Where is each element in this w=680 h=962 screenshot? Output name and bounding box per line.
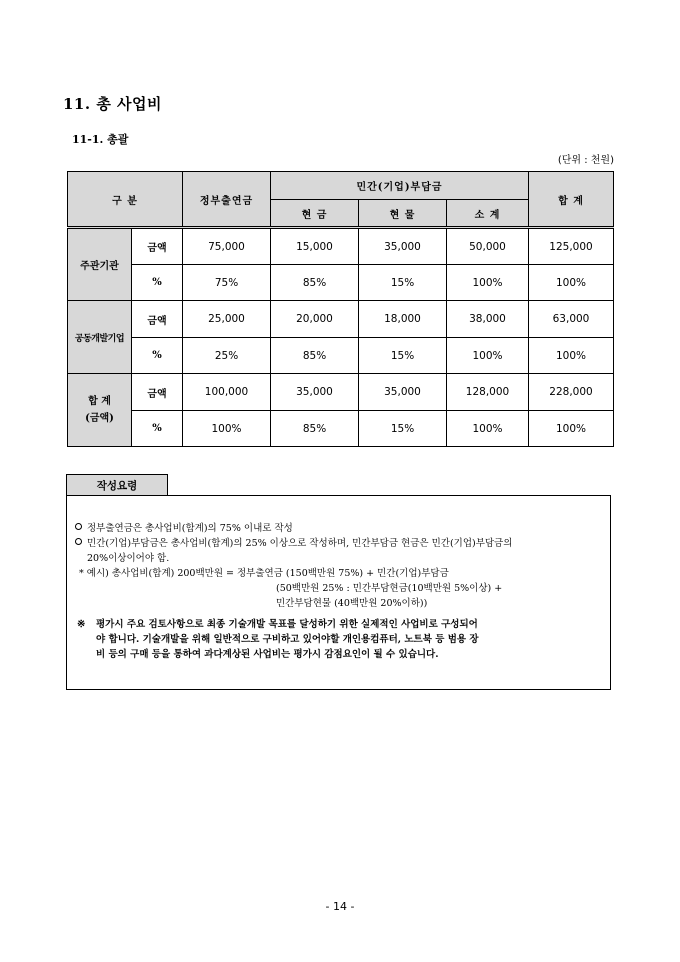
cell-gov: 25% bbox=[183, 338, 271, 374]
cell-inkind: 35,000 bbox=[359, 374, 447, 411]
cell-gov: 75% bbox=[183, 265, 271, 301]
group-label bbox=[68, 374, 132, 447]
cell-total: 125,000 bbox=[529, 228, 614, 265]
reference-mark-icon: ※ bbox=[77, 619, 86, 630]
header-gov: 정부출연금 bbox=[183, 172, 271, 228]
row-type: % bbox=[132, 338, 183, 374]
cell-cash: 15,000 bbox=[271, 228, 359, 265]
guide-box bbox=[66, 495, 611, 690]
circle-bullet-icon bbox=[75, 538, 82, 545]
group-label-line1: 합 계 bbox=[88, 396, 111, 407]
guide-line-2 bbox=[75, 537, 512, 551]
cell-cash: 20,000 bbox=[271, 301, 359, 338]
cell-total: 100% bbox=[529, 338, 614, 374]
cell-inkind: 15% bbox=[359, 338, 447, 374]
budget-table bbox=[67, 171, 614, 447]
table-row bbox=[68, 265, 614, 301]
guide-example-2: (50백만원 25% : 민간부담현금(10백만원 5%이상) + bbox=[276, 583, 503, 594]
subsection-title: 11-1. 총괄 bbox=[72, 133, 129, 146]
guide-line-1 bbox=[75, 522, 293, 536]
table-row bbox=[68, 338, 614, 374]
header-inkind: 현 물 bbox=[359, 200, 447, 228]
cell-cash: 85% bbox=[271, 338, 359, 374]
circle-bullet-icon bbox=[75, 523, 82, 530]
row-type: 금액 bbox=[132, 301, 183, 338]
section-title: 11. 총 사업비 bbox=[63, 95, 163, 113]
cell-subtotal: 100% bbox=[447, 338, 529, 374]
cell-subtotal: 38,000 bbox=[447, 301, 529, 338]
cell-subtotal: 100% bbox=[447, 265, 529, 301]
guide-warning-line-3: 비 등의 구매 등을 통하여 과다계상된 사업비는 평가시 감점요인이 될 수 있습니다. bbox=[96, 649, 439, 660]
group-label: 공동개발기업 bbox=[68, 301, 132, 374]
cell-inkind: 15% bbox=[359, 411, 447, 447]
cell-subtotal: 50,000 bbox=[447, 228, 529, 265]
header-subtotal: 소 계 bbox=[447, 200, 529, 228]
cell-gov: 100,000 bbox=[183, 374, 271, 411]
cell-total: 228,000 bbox=[529, 374, 614, 411]
row-type: 금액 bbox=[132, 374, 183, 411]
cell-total: 100% bbox=[529, 265, 614, 301]
guide-warning-line-2: 야 합니다. 기술개발을 위해 일반적으로 구비하고 있어야할 개인용컴퓨터, 노트북 등 범용 장 bbox=[96, 634, 479, 645]
guide-line-2-text: 민간(기업)부담금은 총사업비(합계)의 25% 이상으로 작성하며, 민간부담금 현금은 민간(기업)부담금의 bbox=[87, 538, 513, 549]
page-number: - 14 - bbox=[325, 900, 355, 913]
cell-subtotal: 128,000 bbox=[447, 374, 529, 411]
table-row bbox=[68, 374, 614, 411]
row-type: % bbox=[132, 265, 183, 301]
guide-line-2b: 20%이상이어야 함. bbox=[87, 553, 170, 564]
cell-gov: 25,000 bbox=[183, 301, 271, 338]
guide-title-tab: 작성요령 bbox=[66, 474, 168, 496]
header-private: 민간(기업)부담금 bbox=[271, 172, 529, 200]
guide-example-1: * 예시) 총사업비(합계) 200백만원 = 정부출연금 (150백만원 75%) + 민간(기업)부담금 bbox=[79, 568, 449, 579]
cell-inkind: 18,000 bbox=[359, 301, 447, 338]
cell-cash: 85% bbox=[271, 411, 359, 447]
table-row bbox=[68, 228, 614, 265]
cell-total: 63,000 bbox=[529, 301, 614, 338]
guide-warning-line-1: 평가시 주요 검토사항으로 최종 기술개발 목표를 달성하기 위한 실제적인 사업비로 구성되어 bbox=[96, 619, 478, 630]
cell-inkind: 35,000 bbox=[359, 228, 447, 265]
group-label-line2: (금액) bbox=[85, 413, 114, 424]
group-label: 주관기관 bbox=[68, 228, 132, 301]
header-cash: 현 금 bbox=[271, 200, 359, 228]
row-type: % bbox=[132, 411, 183, 447]
table-row bbox=[68, 301, 614, 338]
guide-example-3: 민간부담현물 (40백만원 20%이하)) bbox=[276, 598, 428, 609]
cell-total: 100% bbox=[529, 411, 614, 447]
cell-gov: 100% bbox=[183, 411, 271, 447]
table-row bbox=[68, 411, 614, 447]
row-type: 금액 bbox=[132, 228, 183, 265]
guide-line-1-text: 정부출연금은 총사업비(합계)의 75% 이내로 작성 bbox=[87, 523, 293, 534]
cell-cash: 35,000 bbox=[271, 374, 359, 411]
cell-gov: 75,000 bbox=[183, 228, 271, 265]
cell-cash: 85% bbox=[271, 265, 359, 301]
cell-inkind: 15% bbox=[359, 265, 447, 301]
header-total: 합 계 bbox=[529, 172, 614, 228]
header-category: 구 분 bbox=[68, 172, 183, 228]
unit-label: (단위 : 천원) bbox=[557, 155, 614, 166]
cell-subtotal: 100% bbox=[447, 411, 529, 447]
